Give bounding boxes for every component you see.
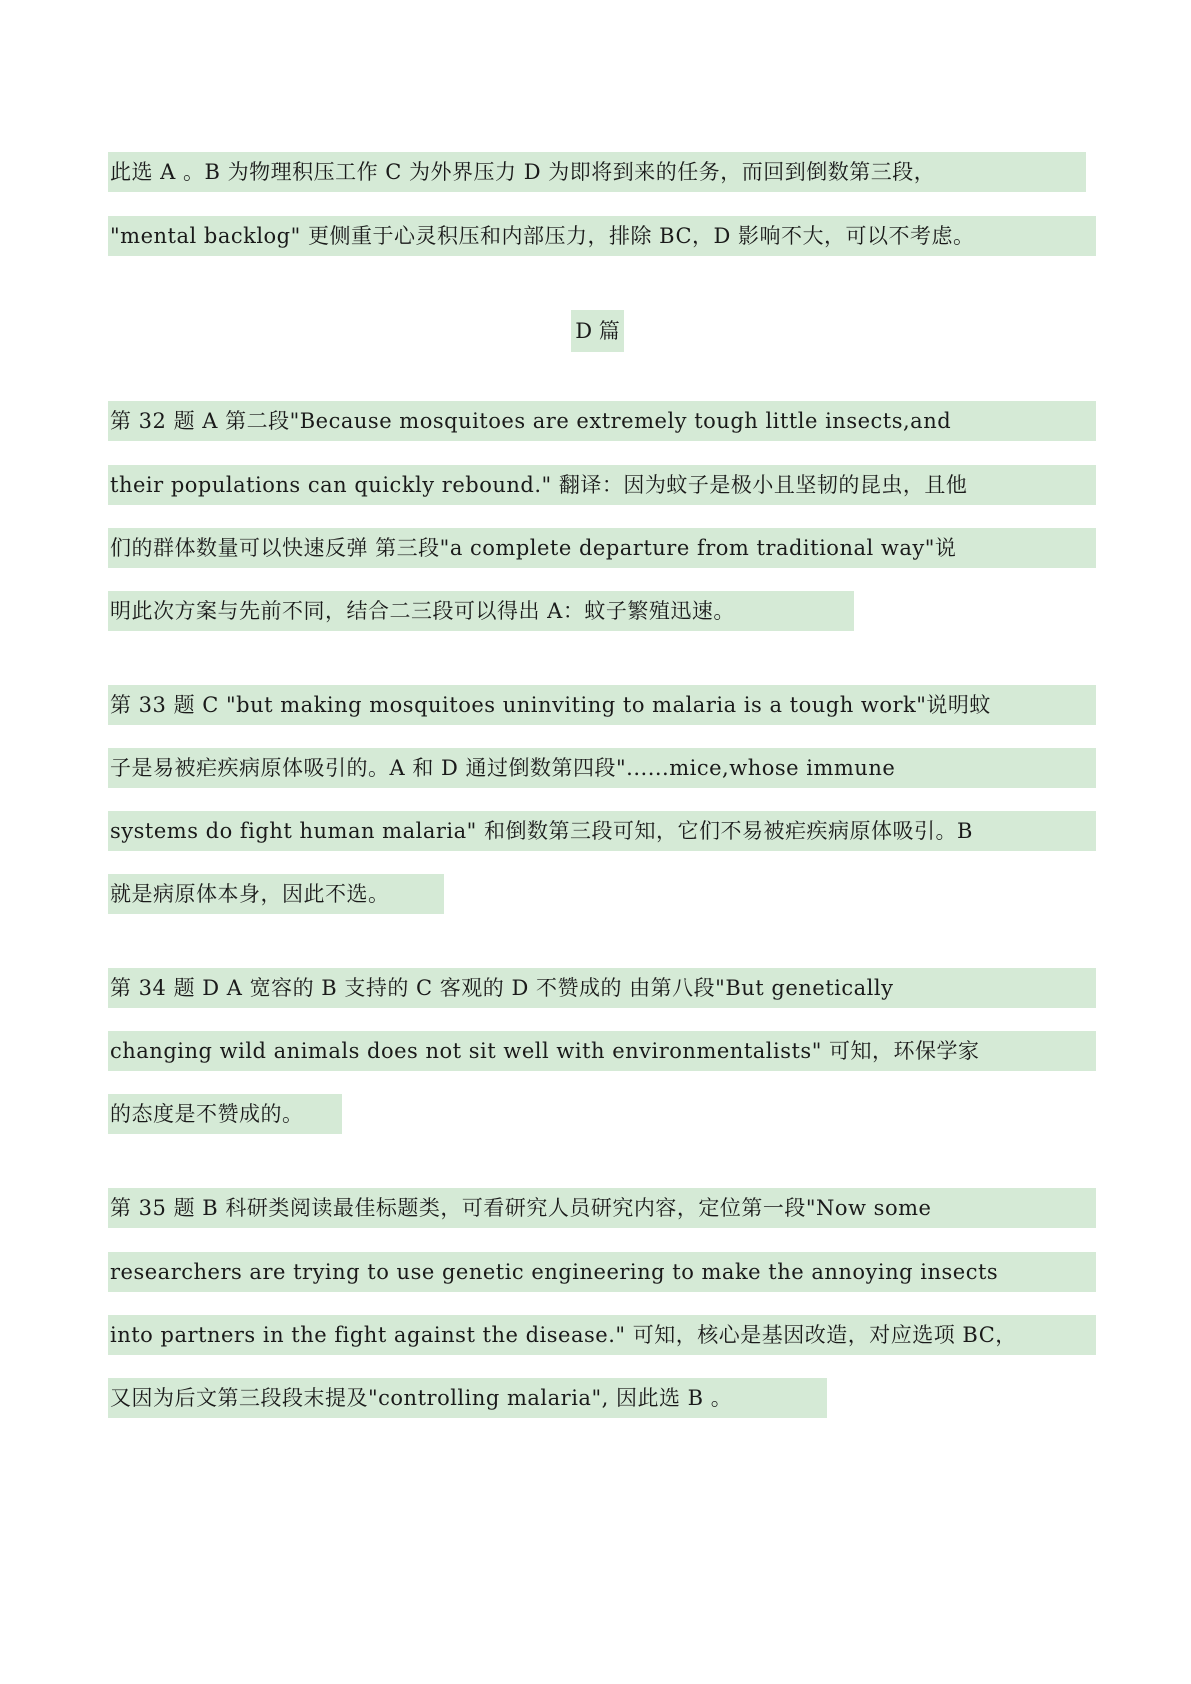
text-line: systems do fight human malaria" 和倒数第三段可知，它们不易被疟疾病原体吸引。B: [108, 811, 1096, 851]
text-line: 第 34 题 D A 宽容的 B 支持的 C 客观的 D 不赞成的 由第八段"But genetically: [108, 968, 1096, 1008]
text-line: their populations can quickly rebound." 翻译：因为蚊子是极小且坚韧的昆虫，且他: [108, 465, 1096, 505]
text-line: 第 35 题 B 科研类阅读最佳标题类，可看研究人员研究内容，定位第一段"Now some: [108, 1188, 1096, 1228]
text-line: 此选 A 。B 为物理积压工作 C 为外界压力 D 为即将到来的任务，而回到倒数第三段，: [108, 152, 1086, 192]
text-line: 明此次方案与先前不同，结合二三段可以得出 A：蚊子繁殖迅速。: [108, 591, 854, 631]
text-line: researchers are trying to use genetic engineering to make the annoying insects: [108, 1252, 1096, 1292]
text-line: 子是易被疟疾病原体吸引的。A 和 D 通过倒数第四段"......mice,whose immune: [108, 748, 1096, 788]
text-line: "mental backlog" 更侧重于心灵积压和内部压力，排除 BC，D 影响不大，可以不考虑。: [108, 216, 1096, 256]
text-line: into partners in the fight against the disease." 可知，核心是基因改造，对应选项 BC，: [108, 1315, 1096, 1355]
text-line: 就是病原体本身，因此不选。: [108, 874, 444, 914]
section-heading: D 篇: [571, 310, 624, 352]
text-line: 第 32 题 A 第二段"Because mosquitoes are extremely tough little insects,and: [108, 401, 1096, 441]
text-line: changing wild animals does not sit well with environmentalists" 可知，环保学家: [108, 1031, 1096, 1071]
text-line: 第 33 题 C "but making mosquitoes uninviting to malaria is a tough work"说明蚊: [108, 685, 1096, 725]
text-line: 的态度是不赞成的。: [108, 1094, 342, 1134]
text-line: 又因为后文第三段段末提及"controlling malaria", 因此选 B 。: [108, 1378, 827, 1418]
text-line: 们的群体数量可以快速反弹 第三段"a complete departure from traditional way"说: [108, 528, 1096, 568]
